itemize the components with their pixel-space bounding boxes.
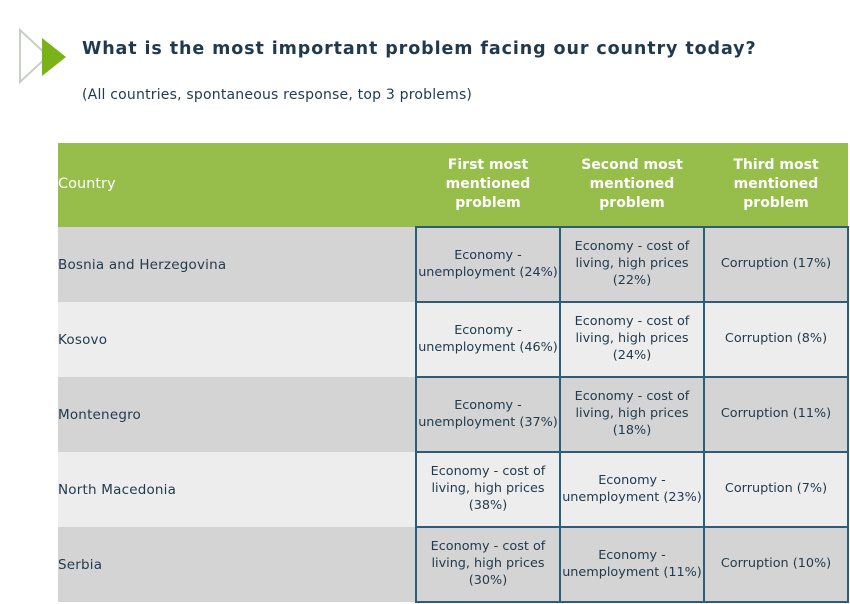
decorative-arrow-logo	[18, 28, 70, 84]
row-second-problem: Economy - unemployment (23%)	[560, 452, 704, 527]
row-first-problem: Economy - unemployment (24%)	[416, 227, 560, 302]
row-third-problem: Corruption (7%)	[704, 452, 848, 527]
row-first-problem: Economy - unemployment (46%)	[416, 302, 560, 377]
row-first-problem: Economy - cost of living, high prices (30%)	[416, 527, 560, 602]
row-second-problem: Economy - cost of living, high prices (18%)	[560, 377, 704, 452]
header-block	[82, 38, 822, 103]
row-country: Bosnia and Herzegovina	[58, 227, 416, 302]
row-second-problem: Economy - cost of living, high prices (24%)	[560, 302, 704, 377]
table-header-row	[58, 143, 848, 227]
row-country: Serbia	[58, 527, 416, 602]
column-header-third-problem: Third most mentioned problem	[704, 143, 848, 227]
row-country: North Macedonia	[58, 452, 416, 527]
row-third-problem: Corruption (10%)	[704, 527, 848, 602]
table-body	[58, 227, 848, 602]
column-header-first-problem: First most mentioned problem	[416, 143, 560, 227]
row-first-problem: Economy - unemployment (37%)	[416, 377, 560, 452]
row-first-problem: Economy - cost of living, high prices (38%)	[416, 452, 560, 527]
problems-table-container	[58, 143, 848, 603]
page-subtitle: (All countries, spontaneous response, top 3 problems)	[82, 86, 473, 103]
column-header-second-problem: Second most mentioned problem	[560, 143, 704, 227]
row-second-problem: Economy - unemployment (11%)	[560, 527, 704, 602]
page-title: What is the most important problem facing our country today?	[82, 39, 757, 59]
table-row	[58, 377, 848, 452]
row-third-problem: Corruption (17%)	[704, 227, 848, 302]
table-row	[58, 227, 848, 302]
column-header-country: Country	[58, 143, 416, 227]
problems-table	[58, 143, 849, 603]
row-third-problem: Corruption (11%)	[704, 377, 848, 452]
table-row	[58, 527, 848, 602]
row-country: Kosovo	[58, 302, 416, 377]
row-country: Montenegro	[58, 377, 416, 452]
table-row	[58, 452, 848, 527]
table-header	[58, 143, 848, 227]
row-second-problem: Economy - cost of living, high prices (22%)	[560, 227, 704, 302]
table-row	[58, 302, 848, 377]
row-third-problem: Corruption (8%)	[704, 302, 848, 377]
